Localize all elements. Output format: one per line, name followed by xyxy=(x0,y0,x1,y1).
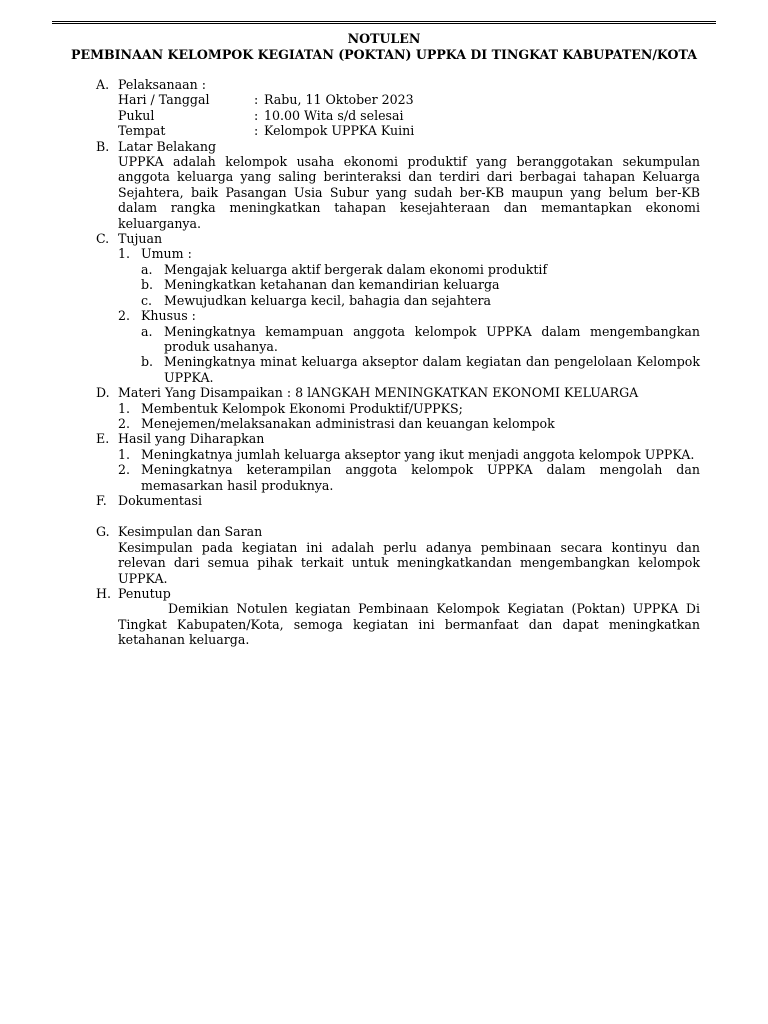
detail-colon: : xyxy=(254,123,259,139)
section-letter: F. xyxy=(96,492,107,508)
list-item xyxy=(118,447,700,462)
list-number: 1. xyxy=(118,400,131,416)
document-subtitle: PEMBINAAN KELOMPOK KEGIATAN (POKTAN) UPPKA DI TINGKAT KABUPATEN/KOTA xyxy=(71,47,697,62)
detail-row-hari xyxy=(118,92,700,107)
section-heading: Latar Belakang xyxy=(118,138,217,154)
list-number: b. xyxy=(141,354,154,370)
list-item xyxy=(118,401,700,416)
document-body xyxy=(96,77,700,648)
section-letter: D. xyxy=(96,385,110,401)
section-letter: H. xyxy=(96,586,111,601)
section-letter: G. xyxy=(96,524,110,540)
list-number: a. xyxy=(141,323,153,339)
list-text: Mengajak keluarga aktif bergerak dalam ekonomi produktif xyxy=(164,261,548,277)
detail-row-tempat xyxy=(118,123,700,138)
detail-colon: : xyxy=(254,92,259,108)
section-latar-belakang xyxy=(96,139,700,231)
detail-value: Rabu, 11 Oktober 2023 xyxy=(264,92,414,108)
list-text: Membentuk Kelompok Ekonomi Produktif/UPPKS; xyxy=(141,400,463,416)
list-number: c. xyxy=(141,292,153,308)
list-item xyxy=(118,416,700,431)
detail-value: 10.00 Wita s/d selesai xyxy=(264,107,404,123)
list-text: Meningkatnya kemampuan anggota kelompok UPPKA dalam mengembangkan produk usahanya. xyxy=(164,323,700,354)
section-heading: Penutup xyxy=(118,586,171,601)
sub-list-item xyxy=(118,354,700,385)
document-title: NOTULEN xyxy=(347,31,421,46)
sub-list-item xyxy=(118,293,700,308)
section-letter: C. xyxy=(96,231,110,247)
sub-list-item xyxy=(118,277,700,292)
section-tujuan xyxy=(96,231,700,385)
list-number: 1. xyxy=(118,446,131,462)
list-item xyxy=(118,246,700,261)
section-spacer xyxy=(96,508,700,524)
section-heading: Hasil yang Diharapkan xyxy=(118,431,265,447)
section-heading: Pelaksanaan : xyxy=(118,77,206,92)
section-paragraph: Demikian Notulen kegiatan Pembinaan Kelompok Kegiatan (Poktan) UPPKA Di Tingkat Kabupaten/Kota, semoga kegiatan ini bermanfaat dan dapat meningkatkan ketahanan keluarga. xyxy=(118,601,700,648)
detail-key: Tempat xyxy=(118,123,166,139)
header-rule-thick xyxy=(52,23,716,25)
sub-list-item xyxy=(118,324,700,355)
list-number: b. xyxy=(141,277,154,293)
section-paragraph: Kesimpulan pada kegiatan ini adalah perlu adanya pembinaan secara kontinyu dan relevan dari semua pihak terkait untuk meningkatkandan mengembangkan kelompok UPPKA. xyxy=(118,539,700,586)
detail-row-pukul xyxy=(118,108,700,123)
section-letter: E. xyxy=(96,431,110,447)
list-number: 2. xyxy=(118,462,131,478)
section-penutup xyxy=(96,586,700,648)
list-number: 2. xyxy=(118,415,131,431)
list-item xyxy=(118,462,700,493)
list-text: Meningkatnya keterampilan anggota kelompok UPPKA dalam mengolah dan memasarkan hasil produknya. xyxy=(141,462,700,493)
section-letter: A. xyxy=(96,77,110,92)
list-number: 1. xyxy=(118,246,131,262)
section-paragraph: UPPKA adalah kelompok usaha ekonomi produktif yang beranggotakan sekumpulan anggota keluarga yang saling berinteraksi dan terdiri dari berbagai tahapan Keluarga Sejahtera, baik Pasangan Usia Subur yang sudah ber-KB maupun yang belum ber-KB dalam rangka meningkatkan tahapan kesejahteraan dan memantapkan ekonomi keluarganya. xyxy=(118,154,700,231)
list-text: Menejemen/melaksanakan administrasi dan keuangan kelompok xyxy=(141,415,555,431)
list-text: Meningkatnya jumlah keluarga akseptor yang ikut menjadi anggota kelompok UPPKA. xyxy=(141,446,695,462)
section-heading: Tujuan xyxy=(118,231,163,247)
detail-value: Kelompok UPPKA Kuini xyxy=(264,123,415,139)
section-dokumentasi xyxy=(96,493,700,508)
list-label: Umum : xyxy=(141,246,192,262)
section-heading: Dokumentasi xyxy=(118,492,202,508)
section-pelaksanaan xyxy=(96,77,700,139)
section-materi xyxy=(96,385,700,431)
sub-list-item xyxy=(118,262,700,277)
section-kesimpulan xyxy=(96,524,700,586)
section-hasil xyxy=(96,431,700,493)
section-heading: Kesimpulan dan Saran xyxy=(118,524,263,540)
section-letter: B. xyxy=(96,138,110,154)
detail-key: Hari / Tanggal xyxy=(118,92,210,108)
list-number: 2. xyxy=(118,308,131,324)
list-text: Mewujudkan keluarga kecil, bahagia dan sejahtera xyxy=(164,292,492,308)
detail-colon: : xyxy=(254,107,259,123)
list-number: a. xyxy=(141,261,153,277)
section-heading: Materi Yang Disampaikan : 8 lANGKAH MENINGKATKAN EKONOMI KELUARGA xyxy=(118,385,639,401)
list-label: Khusus : xyxy=(141,308,196,324)
list-text: Meningkatkan ketahanan dan kemandirian keluarga xyxy=(164,277,500,293)
list-text: Meningkatnya minat keluarga akseptor dalam kegiatan dan pengelolaan Kelompok UPPKA. xyxy=(164,354,700,385)
list-item xyxy=(118,308,700,323)
detail-key: Pukul xyxy=(118,107,155,123)
